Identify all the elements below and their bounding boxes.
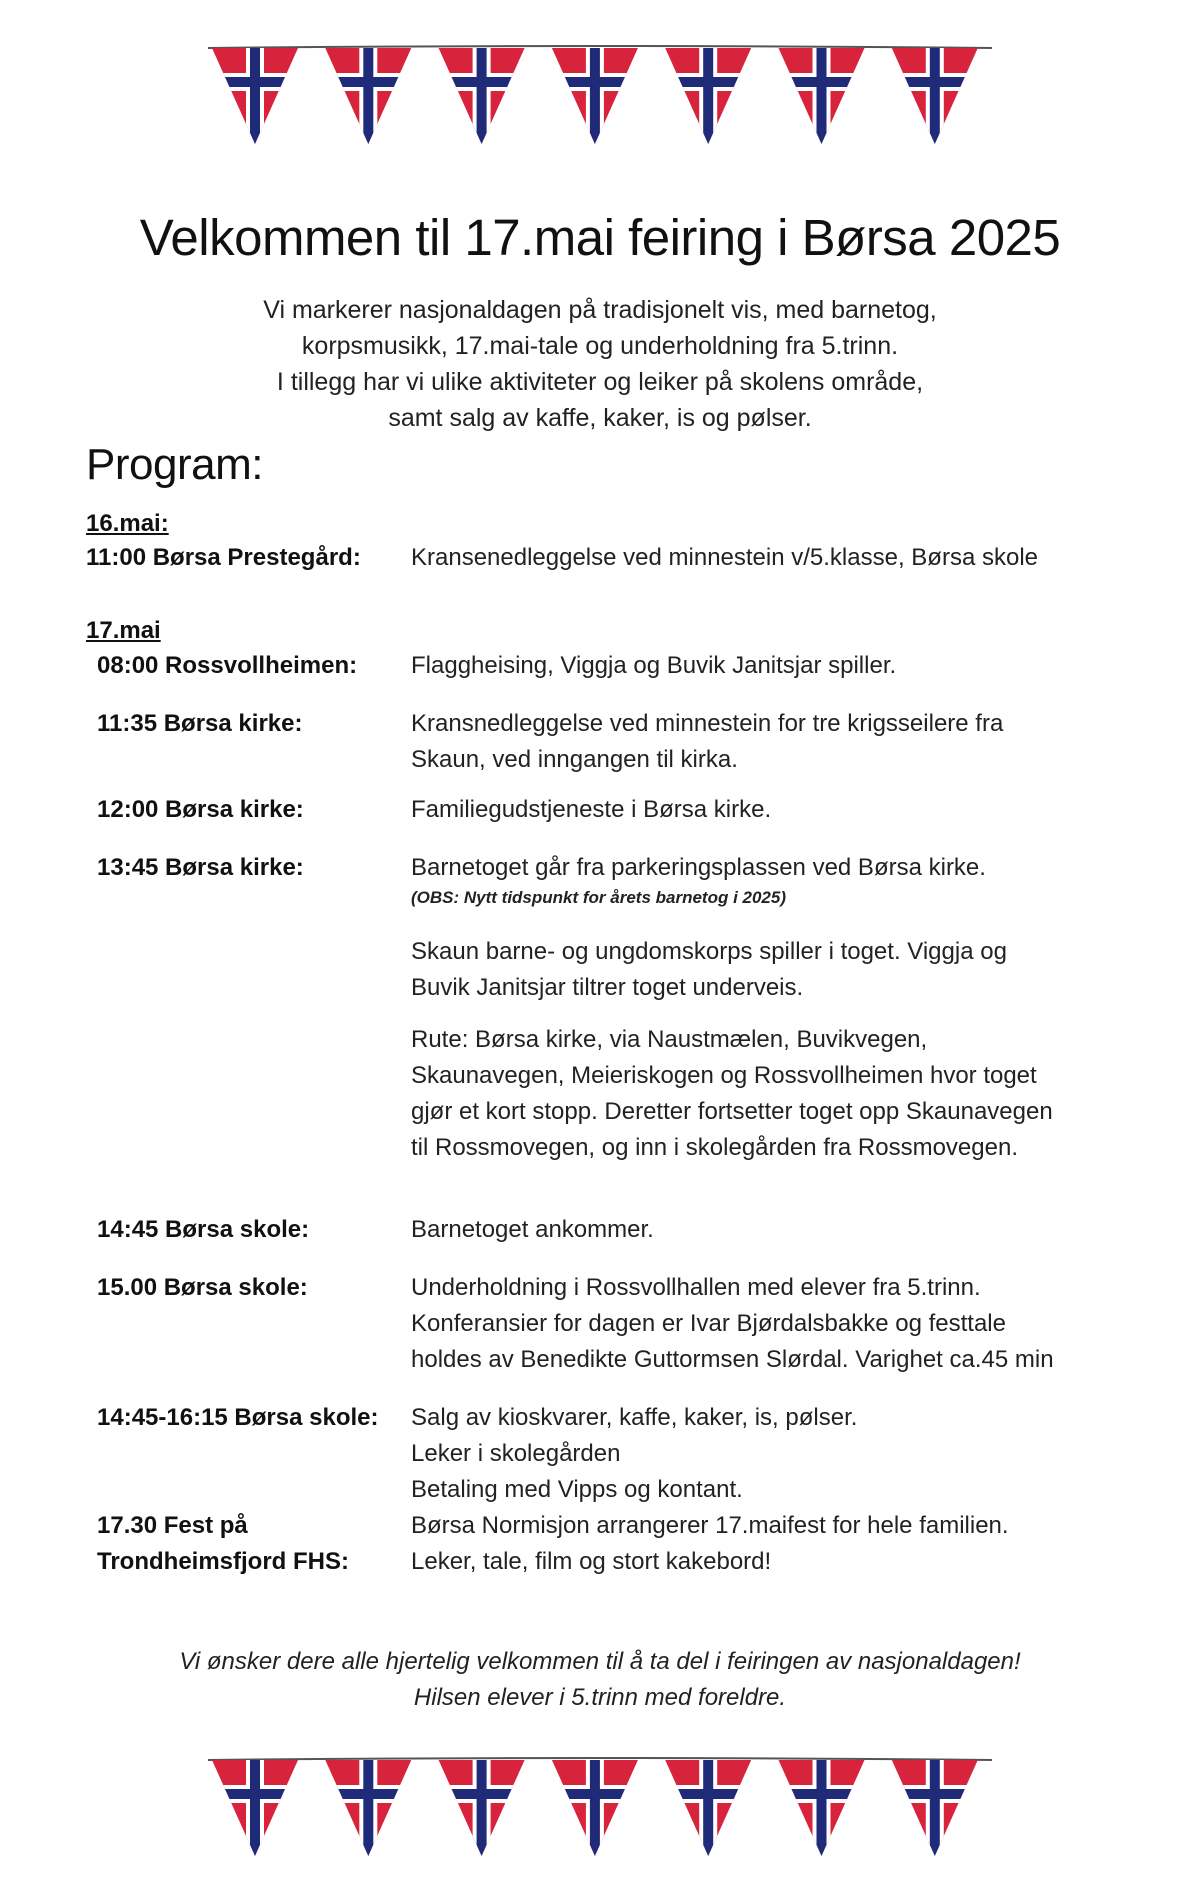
item-description <box>411 648 1111 684</box>
desc-line: gjør et kort stopp. Deretter fortsetter toget opp Skaunavegen <box>411 1098 1053 1125</box>
flag-bunting-bottom <box>200 1752 1000 1872</box>
desc-line: Konferansier for dagen er Ivar Bjørdalsbakke og festtale <box>411 1310 1006 1337</box>
desc-line: Kransenedleggelse ved minnestein v/5.klasse, Børsa skole <box>411 544 1038 571</box>
item-time: 11:35 Børsa kirke: <box>97 710 303 737</box>
desc-line: Underholdning i Rossvollhallen med elever fra 5.trinn. <box>411 1274 981 1301</box>
item-time: 13:45 Børsa kirke: <box>97 854 304 881</box>
norwegian-flag-pennant-icon <box>212 48 298 144</box>
intro-line: samt salg av kaffe, kaker, is og pølser. <box>388 404 812 432</box>
norwegian-flag-pennant-icon <box>552 1760 638 1856</box>
desc-line: Barnetoget går fra parkeringsplassen ved Børsa kirke. <box>411 854 986 881</box>
item-description <box>411 1212 1111 1248</box>
flag-bunting-top <box>200 40 1000 160</box>
program-heading: Program: <box>86 440 263 489</box>
item-description <box>411 850 1111 1166</box>
notice-note: (OBS: Nytt tidspunkt for årets barnetog i 2025) <box>411 888 786 907</box>
norwegian-flag-pennant-icon <box>665 48 751 144</box>
norwegian-flag-pennant-icon <box>439 48 525 144</box>
norwegian-flag-pennant-icon <box>779 48 865 144</box>
item-time: 11:00 Børsa Prestegård: <box>86 544 361 571</box>
item-time: 08:00 Rossvollheimen: <box>97 652 358 679</box>
item-time: 12:00 Børsa kirke: <box>97 796 304 823</box>
desc-line: Buvik Janitsjar tiltrer toget underveis. <box>411 974 804 1001</box>
item-description <box>411 706 1111 778</box>
closing-line: Hilsen elever i 5.trinn med foreldre. <box>413 1684 787 1711</box>
page-title: Velkommen til 17.mai feiring i Børsa 2025 <box>139 209 1061 266</box>
norwegian-flag-pennant-icon <box>552 48 638 144</box>
item-description <box>411 540 1111 576</box>
time-line: 17.30 Fest på <box>97 1512 248 1539</box>
item-description <box>411 1400 1111 1508</box>
norwegian-flag-pennant-icon <box>892 48 978 144</box>
time-line: Trondheimsfjord FHS: <box>97 1548 349 1575</box>
norwegian-flag-pennant-icon <box>325 48 411 144</box>
norwegian-flag-pennant-icon <box>325 1760 411 1856</box>
norwegian-flag-pennant-icon <box>779 1760 865 1856</box>
desc-line: Skaun, ved inngangen til kirka. <box>411 746 738 773</box>
desc-line: Betaling med Vipps og kontant. <box>411 1476 743 1503</box>
bunting-string <box>208 1758 992 1760</box>
norwegian-flag-pennant-icon <box>439 1760 525 1856</box>
item-time <box>97 1508 417 1580</box>
desc-line: Børsa Normisjon arrangerer 17.maifest for hele familien. <box>411 1512 1009 1539</box>
desc-line: Leker i skolegården <box>411 1440 621 1467</box>
item-description <box>411 1508 1111 1580</box>
day-label-17-mai: 17.mai <box>86 617 161 644</box>
desc-line: Familiegudstjeneste i Børsa kirke. <box>411 796 772 823</box>
day-label-16-mai: 16.mai: <box>86 510 169 537</box>
desc-line: Barnetoget ankommer. <box>411 1216 654 1243</box>
desc-line: Skaun barne- og ungdomskorps spiller i toget. Viggja og <box>411 938 1007 965</box>
desc-line: Salg av kioskvarer, kaffe, kaker, is, pølser. <box>411 1404 858 1431</box>
closing-line: Vi ønsker dere alle hjertelig velkommen til å ta del i feiringen av nasjonaldagen! <box>179 1648 1021 1675</box>
intro-line: korpsmusikk, 17.mai-tale og underholdning fra 5.trinn. <box>301 332 899 360</box>
item-description <box>411 1270 1111 1378</box>
intro-line: I tillegg har vi ulike aktiviteter og leiker på skolens område, <box>276 368 924 396</box>
item-time: 15.00 Børsa skole: <box>97 1274 308 1301</box>
closing-message <box>0 1644 1200 1716</box>
norwegian-flag-pennant-icon <box>212 1760 298 1856</box>
desc-line: Skaunavegen, Meieriskogen og Rossvollheimen hvor toget <box>411 1062 1037 1089</box>
bunting-string <box>208 46 992 48</box>
item-description <box>411 792 1111 828</box>
desc-line: Leker, tale, film og stort kakebord! <box>411 1548 772 1575</box>
intro-text <box>150 292 1050 436</box>
norwegian-flag-pennant-icon <box>665 1760 751 1856</box>
desc-line: holdes av Benedikte Guttormsen Slørdal. Varighet ca.45 min <box>411 1346 1054 1373</box>
item-time: 14:45-16:15 Børsa skole: <box>97 1404 379 1431</box>
desc-line: Kransnedleggelse ved minnestein for tre krigsseilere fra <box>411 710 1004 737</box>
desc-line: Rute: Børsa kirke, via Naustmælen, Buvikvegen, <box>411 1026 928 1053</box>
item-time: 14:45 Børsa skole: <box>97 1216 310 1243</box>
intro-line: Vi markerer nasjonaldagen på tradisjonelt vis, med barnetog, <box>263 296 937 324</box>
desc-line: Flaggheising, Viggja og Buvik Janitsjar spiller. <box>411 652 897 679</box>
norwegian-flag-pennant-icon <box>892 1760 978 1856</box>
desc-line: til Rossmovegen, og inn i skolegården fra Rossmovegen. <box>411 1134 1018 1161</box>
